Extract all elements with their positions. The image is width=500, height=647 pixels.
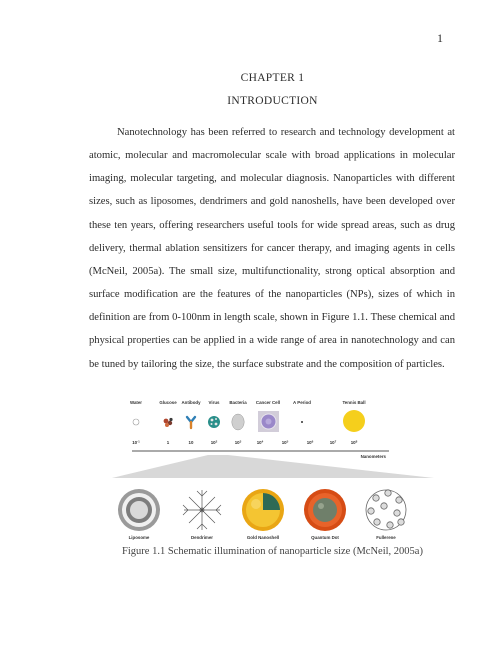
figure-caption: Figure 1.1 Schematic illumination of nanoparticle size (McNeil, 2005a) [122, 546, 423, 557]
svg-text:10: 10 [188, 440, 194, 445]
figure-graphic [104, 392, 444, 562]
scale-label [167, 440, 170, 445]
label-bacteria: Bacteria [229, 400, 247, 405]
figure-nanoparticle-size [104, 392, 444, 562]
axis-label-nanometers: Nanometers [360, 454, 386, 459]
fullerene-icon [366, 490, 406, 530]
page-number: 1 [437, 31, 443, 45]
body-paragraph: Nanotechnology has been referred to research and technology development at atomic, molecular and macromolecular scale with broad applications in molecular imaging, molecular targeting, and molecular diagnosis. Nanoparticles with different sizes, such as liposomes, dendrimers and gold nanoshells, have been developed over these ten years, offering researchers useful tools for wide spread areas, such as drug delivery, thermal ablation sensitizers for cancer therapy, and imaging agents in cells (McNeil, 2005a). The small size, multifunctionality, strong optical absorption and surface modification are the features of the nanoparticles (NPs), sizes of which in definition are from 0-100nm in length scale, shown in Figure 1.1. These chemical and physical properties can be applied in a wide range of area in nanotechnology and can be tuned by tailoring the size, the surface substrate and the composition of particles. [89, 127, 455, 370]
scale-label [189, 440, 194, 445]
scale-label [235, 439, 242, 445]
period-icon [301, 421, 303, 423]
antibody-icon [187, 417, 195, 428]
label-liposome: Liposome [128, 535, 150, 540]
label-glucose: Glucose [159, 400, 177, 405]
svg-text:106: $10^6$ [306, 439, 314, 445]
label-gold-nanoshell: Gold Nanoshell [246, 535, 280, 540]
virus-icon [208, 416, 220, 428]
cancer-cell-icon [258, 411, 279, 432]
scale-label [132, 439, 140, 445]
scale-label [282, 439, 289, 445]
label-cancer-cell: Cancer Cell [255, 400, 281, 405]
svg-text:105: $10^5$ [281, 439, 289, 445]
glucose-icon [164, 418, 173, 427]
tennis-ball-icon [343, 410, 365, 432]
label-quantum-dot: Quantum Dot [311, 535, 339, 540]
chapter-heading: CHAPTER 1 [240, 72, 305, 84]
svg-text:108: $10^8$ [350, 439, 358, 445]
label-tennis-ball: Tennis Ball [342, 400, 366, 405]
scale-label [211, 439, 218, 445]
svg-text:1: 1 [166, 440, 170, 445]
label-a-period: A Period [293, 400, 311, 405]
liposome-icon [118, 489, 160, 531]
label-water: Water [129, 400, 143, 405]
scale-label [257, 439, 264, 445]
scale-label [351, 439, 358, 445]
svg-text:104: $10^4$ [256, 439, 264, 445]
svg-text:103: $10^3$ [234, 439, 242, 445]
label-antibody: Antibody [181, 400, 201, 405]
quantum-dot-icon [304, 489, 346, 531]
water-icon [133, 419, 139, 425]
label-dendrimer: Dendrimer [191, 535, 213, 540]
scale-label [330, 439, 337, 445]
size-scale [132, 439, 357, 445]
svg-text:10-1: $10^{-1}$ [132, 439, 140, 445]
label-virus: Virus [208, 400, 220, 405]
gold-nanoshell-icon [242, 489, 284, 531]
svg-text:102: $10^2$ [210, 439, 218, 445]
label-fullerene: Fullerene [376, 535, 396, 540]
dendrimer-icon [183, 490, 221, 530]
scale-label [307, 439, 314, 445]
bacteria-icon [232, 414, 244, 430]
section-title: INTRODUCTION [227, 95, 318, 107]
svg-text:107: $10^7$ [329, 439, 337, 445]
